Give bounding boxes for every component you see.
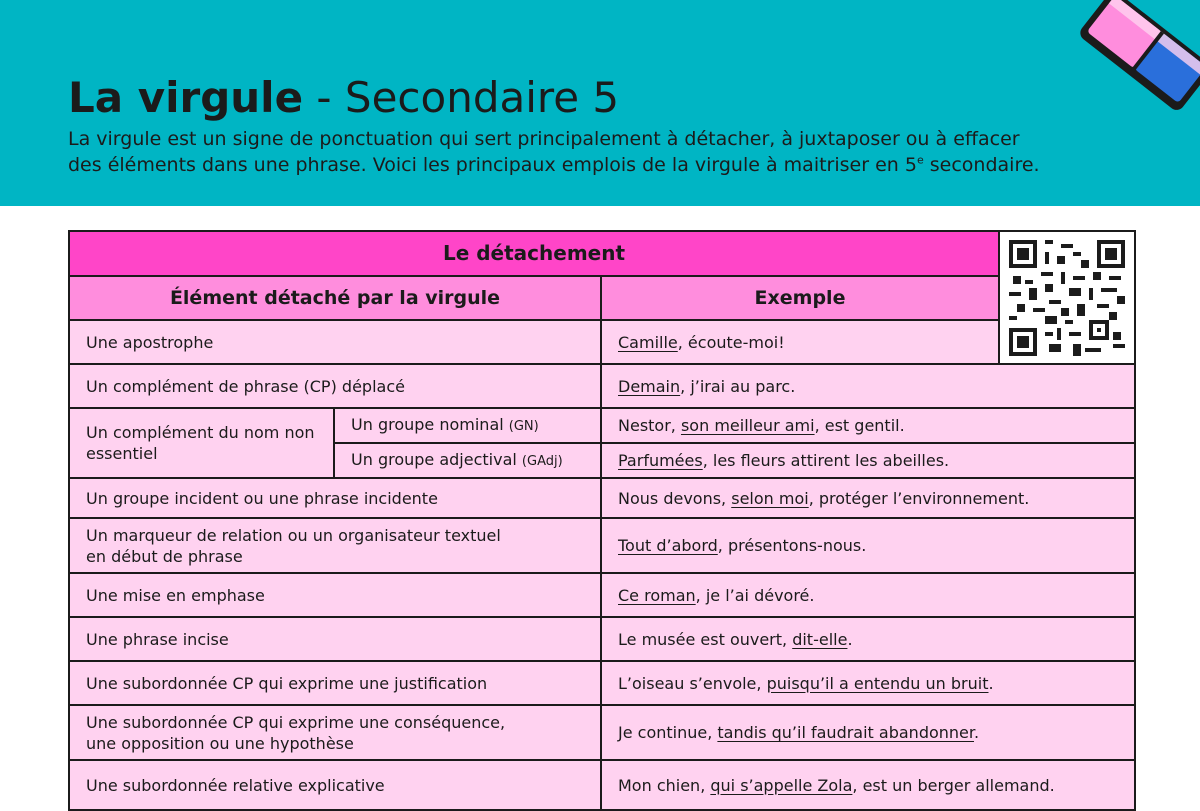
row-example: Ce roman, je l’ai dévoré. [601, 573, 1135, 617]
table-row [69, 364, 1135, 408]
intro-line-2a: des éléments dans une phrase. Voici les principaux emplois de la virgule à maitriser en 5 [68, 154, 917, 176]
row-example: Camille, écoute-moi! [601, 320, 999, 364]
row-element: Un complément du nom non essentiel [69, 408, 334, 478]
underlined-segment: tandis qu’il faudrait abandonner [717, 723, 974, 742]
row-element: Une subordonnée CP qui exprime une justification [69, 661, 601, 705]
underlined-segment: puisqu’il a entendu un bruit [766, 673, 989, 693]
underlined-segment: Camille [618, 332, 678, 352]
table-row [69, 617, 1135, 661]
eraser-icon [1062, 0, 1200, 122]
row-element: Une subordonnée CP qui exprime une conséquence, une opposition ou une hypothèse [69, 705, 601, 760]
underlined-segment: dit-elle [792, 629, 848, 649]
row-example: Le musée est ouvert, dit-elle. [601, 617, 1135, 661]
row-element: Un groupe incident ou une phrase incidente [69, 478, 601, 518]
intro-line-2 [68, 152, 1128, 178]
row-element: Un complément de phrase (CP) déplacé [69, 364, 601, 408]
underlined-segment: Ce roman [618, 585, 696, 605]
column-header-element: Élément détaché par la virgule [69, 276, 601, 320]
row-example: Je continue, tandis qu’il faudrait abandonner. [601, 705, 1135, 760]
row-element: Une mise en emphase [69, 573, 601, 617]
detachment-table [68, 230, 1136, 811]
row-example: Tout d’abord, présentons-nous. [601, 518, 1135, 573]
intro-line-1: La virgule est un signe de ponctuation qui sert principalement à détacher, à juxtaposer ou à effacer [68, 128, 1020, 150]
page-title [68, 70, 619, 126]
table-row [69, 760, 1135, 810]
title-rest: - Secondaire 5 [303, 73, 620, 122]
underlined-segment: Demain [618, 376, 681, 396]
table-row [69, 705, 1135, 760]
title-bold: La virgule [68, 73, 304, 122]
row-element: Une phrase incise [69, 617, 601, 661]
table-row [69, 408, 1135, 443]
underlined-segment: Tout d’abord [618, 536, 718, 555]
row-element: Un marqueur de relation ou un organisateur textuel en début de phrase [69, 518, 601, 573]
row-example: L’oiseau s’envole, puisqu’il a entendu un bruit. [601, 661, 1135, 705]
underlined-segment: qui s’appelle Zola [710, 775, 853, 795]
table-row [69, 518, 1135, 573]
column-header-example: Exemple [601, 276, 999, 320]
row-element: Une apostrophe [69, 320, 601, 364]
table-title: Le détachement [69, 231, 999, 276]
table-row [69, 573, 1135, 617]
intro-superscript: e [916, 153, 924, 167]
underlined-segment: selon moi [731, 488, 809, 508]
row-example: Parfumées, les fleurs attirent les abeilles. [601, 443, 1135, 478]
row-element: Une subordonnée relative explicative [69, 760, 601, 810]
intro-line-2b: secondaire. [923, 154, 1040, 176]
table-row [69, 661, 1135, 705]
row-subelement: Un groupe adjectival (GAdj) [334, 443, 601, 478]
underlined-segment: Parfumées [618, 451, 703, 470]
row-example: Mon chien, qui s’appelle Zola, est un berger allemand. [601, 760, 1135, 810]
row-example: Nous devons, selon moi, protéger l’environnement. [601, 478, 1135, 518]
row-example: Nestor, son meilleur ami, est gentil. [601, 408, 1135, 443]
qr-code-cell [999, 231, 1135, 364]
row-subelement: Un groupe nominal (GN) [334, 408, 601, 443]
underlined-segment: son meilleur ami [680, 416, 815, 435]
intro-text [68, 126, 1128, 178]
row-example: Demain, j’irai au parc. [601, 364, 1135, 408]
table-row [69, 320, 1135, 364]
table-row [69, 478, 1135, 518]
qr-code-icon[interactable] [1009, 240, 1125, 356]
